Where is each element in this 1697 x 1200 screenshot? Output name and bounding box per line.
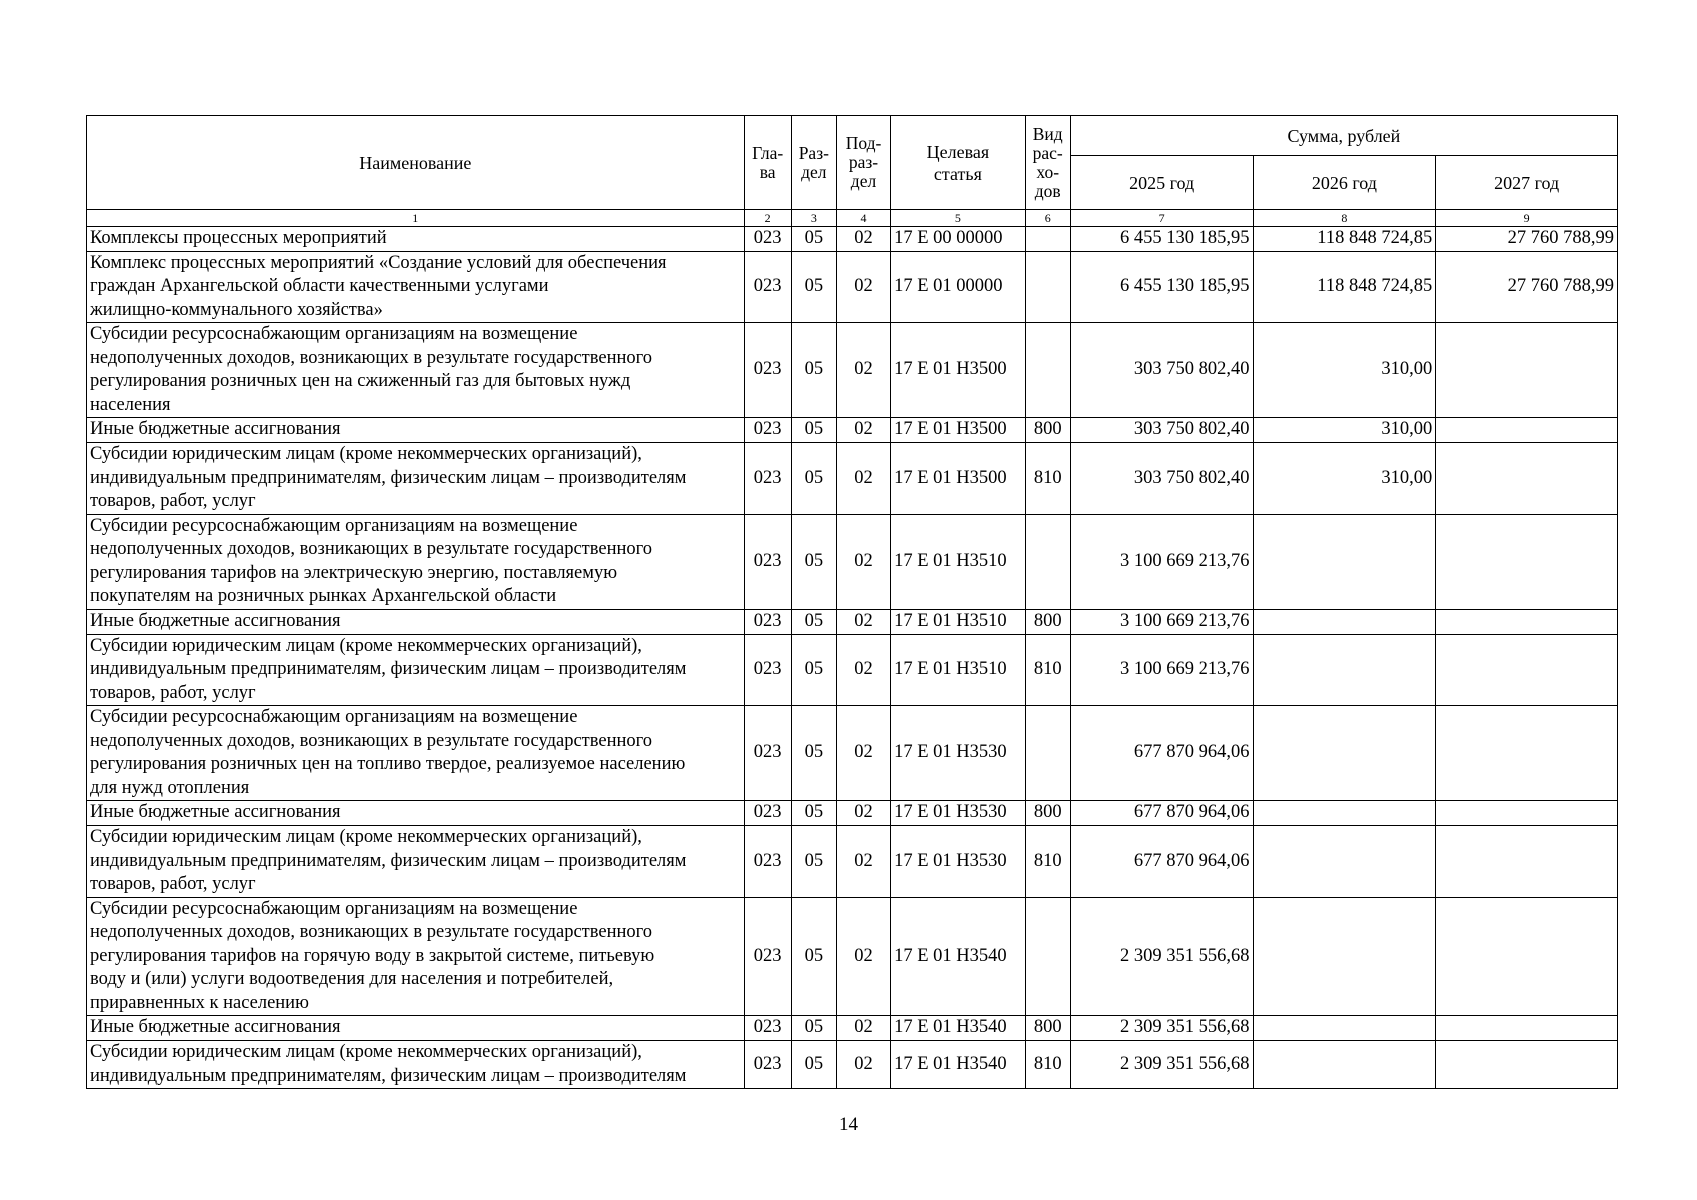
cell-glava: 023 xyxy=(744,634,791,706)
cell-podrazdel: 02 xyxy=(836,801,890,826)
cell-razdel: 05 xyxy=(791,514,836,609)
cell-name-line: Субсидии ресурсоснабжающим организациям на возмещение xyxy=(90,515,578,536)
cell-sum-2026 xyxy=(1253,514,1436,609)
header-vid-rashodov: Вид рас- хо- дов xyxy=(1025,116,1070,210)
header-podrazdel: Под- раз- дел xyxy=(836,116,890,210)
cell-glava: 023 xyxy=(744,826,791,898)
table-row xyxy=(87,443,1618,515)
cell-name xyxy=(87,1016,745,1041)
cell-sum-2027 xyxy=(1436,1041,1618,1089)
header-razdel: Раз- дел xyxy=(791,116,836,210)
cell-sum-2025: 3 100 669 213,76 xyxy=(1070,609,1253,634)
column-numbers-row xyxy=(87,210,1618,227)
cell-podrazdel: 02 xyxy=(836,1041,890,1089)
cell-glava: 023 xyxy=(744,801,791,826)
cell-name-line: регулирования розничных цен на сжиженный газ для бытовых нужд xyxy=(90,371,631,391)
cell-name-line: воду и (или) услуги водоотведения для населения и потребителей, xyxy=(90,969,614,989)
cell-vid-rashodov xyxy=(1025,897,1070,1016)
cell-vid-rashodov xyxy=(1025,706,1070,801)
cell-podrazdel: 02 xyxy=(836,897,890,1016)
cell-podrazdel: 02 xyxy=(836,706,890,801)
cell-podrazdel: 02 xyxy=(836,609,890,634)
cell-podrazdel: 02 xyxy=(836,1016,890,1041)
cell-glava: 023 xyxy=(744,609,791,634)
cell-name xyxy=(87,706,745,801)
header-name: Наименование xyxy=(87,116,745,210)
cell-name-line: индивидуальным предпринимателям, физическим лицам – производителям xyxy=(90,1065,687,1086)
cell-tselevaya-statya: 17 Е 01 Н3530 xyxy=(891,801,1026,826)
cell-name-line: Субсидии юридическим лицам (кроме некоммерческих организаций), xyxy=(90,827,642,847)
cell-sum-2025: 3 100 669 213,76 xyxy=(1070,514,1253,609)
cell-name xyxy=(87,227,745,252)
cell-sum-2026: 118 848 724,85 xyxy=(1253,251,1436,323)
cell-sum-2026 xyxy=(1253,826,1436,898)
column-number: 9 xyxy=(1436,210,1618,227)
cell-tselevaya-statya: 17 Е 01 Н3510 xyxy=(891,634,1026,706)
cell-sum-2026: 310,00 xyxy=(1253,418,1436,443)
table-row xyxy=(87,706,1618,801)
cell-glava: 023 xyxy=(744,418,791,443)
cell-sum-2027 xyxy=(1436,801,1618,826)
cell-name xyxy=(87,1041,745,1089)
cell-name-line: недополученных доходов, возникающих в результате государственного xyxy=(90,347,653,368)
column-number: 7 xyxy=(1070,210,1253,227)
table-row xyxy=(87,514,1618,609)
cell-sum-2025: 3 100 669 213,76 xyxy=(1070,634,1253,706)
cell-name-line: недополученных доходов, возникающих в результате государственного xyxy=(90,539,653,559)
cell-sum-2025: 677 870 964,06 xyxy=(1070,801,1253,826)
cell-tselevaya-statya: 17 Е 01 00000 xyxy=(891,251,1026,323)
cell-name xyxy=(87,514,745,609)
cell-podrazdel: 02 xyxy=(836,251,890,323)
cell-name-line: Субсидии юридическим лицам (кроме некоммерческих организаций), xyxy=(90,635,642,656)
table-row xyxy=(87,609,1618,634)
cell-sum-2026 xyxy=(1253,897,1436,1016)
cell-sum-2027 xyxy=(1436,1016,1618,1041)
cell-name-line: для нужд отопления xyxy=(90,777,250,798)
header-row-top xyxy=(87,116,1618,156)
cell-name xyxy=(87,801,745,826)
cell-razdel: 05 xyxy=(791,227,836,252)
table-row xyxy=(87,897,1618,1016)
cell-sum-2027 xyxy=(1436,706,1618,801)
cell-name xyxy=(87,897,745,1016)
cell-name xyxy=(87,418,745,443)
cell-vid-rashodov xyxy=(1025,227,1070,252)
cell-glava: 023 xyxy=(744,706,791,801)
cell-name-line: Субсидии ресурсоснабжающим организациям на возмещение xyxy=(90,898,578,919)
table-row xyxy=(87,634,1618,706)
cell-sum-2027 xyxy=(1436,826,1618,898)
cell-sum-2026: 310,00 xyxy=(1253,443,1436,515)
table-row xyxy=(87,251,1618,323)
cell-sum-2026 xyxy=(1253,609,1436,634)
header-tselevaya-statya: Целевая статья xyxy=(891,116,1026,210)
cell-name-line: приравненных к населению xyxy=(90,992,309,1013)
table-body xyxy=(87,227,1618,1089)
cell-razdel: 05 xyxy=(791,801,836,826)
cell-tselevaya-statya: 17 Е 01 Н3540 xyxy=(891,897,1026,1016)
cell-glava: 023 xyxy=(744,227,791,252)
cell-razdel: 05 xyxy=(791,634,836,706)
cell-name-line: недополученных доходов, возникающих в результате государственного xyxy=(90,922,653,942)
cell-name-line: Субсидии ресурсоснабжающим организациям на возмещение xyxy=(90,324,578,344)
cell-name-line: индивидуальным предпринимателям, физическим лицам – производителям xyxy=(90,850,687,871)
cell-name-line: населения xyxy=(90,394,171,415)
cell-vid-rashodov: 800 xyxy=(1025,1016,1070,1041)
cell-tselevaya-statya: 17 Е 00 00000 xyxy=(891,227,1026,252)
column-number: 4 xyxy=(836,210,890,227)
cell-name-line: недополученных доходов, возникающих в результате государственного xyxy=(90,730,653,751)
cell-sum-2026 xyxy=(1253,634,1436,706)
cell-razdel: 05 xyxy=(791,1016,836,1041)
cell-razdel: 05 xyxy=(791,323,836,418)
cell-tselevaya-statya: 17 Е 01 Н3540 xyxy=(891,1016,1026,1041)
cell-name xyxy=(87,443,745,515)
table-row xyxy=(87,227,1618,252)
header-year-2025: 2025 год xyxy=(1070,156,1253,210)
cell-glava: 023 xyxy=(744,1016,791,1041)
cell-tselevaya-statya: 17 Е 01 Н3500 xyxy=(891,443,1026,515)
cell-name-line: граждан Архангельской области качественными услугами xyxy=(90,276,549,296)
cell-sum-2026: 310,00 xyxy=(1253,323,1436,418)
cell-name-line: жилищно-коммунального хозяйства» xyxy=(90,299,383,320)
cell-sum-2027 xyxy=(1436,634,1618,706)
cell-sum-2025: 2 309 351 556,68 xyxy=(1070,1016,1253,1041)
cell-sum-2026 xyxy=(1253,706,1436,801)
cell-sum-2026 xyxy=(1253,801,1436,826)
cell-podrazdel: 02 xyxy=(836,227,890,252)
cell-vid-rashodov: 800 xyxy=(1025,418,1070,443)
cell-name-line: Иные бюджетные ассигнования xyxy=(90,419,341,440)
cell-vid-rashodov: 800 xyxy=(1025,801,1070,826)
cell-razdel: 05 xyxy=(791,418,836,443)
cell-name-line: Иные бюджетные ассигнования xyxy=(90,802,341,823)
cell-vid-rashodov xyxy=(1025,323,1070,418)
cell-name-line: товаров, работ, услуг xyxy=(90,874,256,894)
column-number: 5 xyxy=(891,210,1026,227)
column-number: 6 xyxy=(1025,210,1070,227)
cell-tselevaya-statya: 17 Е 01 Н3510 xyxy=(891,609,1026,634)
cell-sum-2025: 303 750 802,40 xyxy=(1070,443,1253,515)
cell-glava: 023 xyxy=(744,323,791,418)
header-glava: Гла- ва xyxy=(744,116,791,210)
cell-sum-2026: 118 848 724,85 xyxy=(1253,227,1436,252)
cell-name-line: Иные бюджетные ассигнования xyxy=(90,1017,341,1038)
table-row xyxy=(87,1016,1618,1041)
cell-sum-2025: 6 455 130 185,95 xyxy=(1070,251,1253,323)
cell-glava: 023 xyxy=(744,251,791,323)
cell-name-line: покупателям на розничных рынках Архангельской области xyxy=(90,586,557,606)
cell-podrazdel: 02 xyxy=(836,514,890,609)
cell-razdel: 05 xyxy=(791,826,836,898)
cell-name-line: Комплексы процессных мероприятий xyxy=(90,228,387,248)
cell-name-line: Иные бюджетные ассигнования xyxy=(90,610,341,631)
cell-glava: 023 xyxy=(744,443,791,515)
header-year-2026: 2026 год xyxy=(1253,156,1436,210)
cell-podrazdel: 02 xyxy=(836,826,890,898)
cell-sum-2027 xyxy=(1436,609,1618,634)
cell-name xyxy=(87,323,745,418)
cell-name xyxy=(87,251,745,323)
cell-sum-2025: 303 750 802,40 xyxy=(1070,418,1253,443)
cell-name-line: индивидуальным предпринимателям, физическим лицам – производителям xyxy=(90,467,687,488)
cell-name-line: Комплекс процессных мероприятий «Создание условий для обеспечения xyxy=(90,252,667,273)
cell-sum-2026 xyxy=(1253,1016,1436,1041)
cell-glava: 023 xyxy=(744,897,791,1016)
cell-vid-rashodov: 810 xyxy=(1025,443,1070,515)
cell-sum-2025: 677 870 964,06 xyxy=(1070,706,1253,801)
header-year-2027: 2027 год xyxy=(1436,156,1618,210)
cell-tselevaya-statya: 17 Е 01 Н3510 xyxy=(891,514,1026,609)
budget-table xyxy=(86,115,1618,1089)
cell-name xyxy=(87,826,745,898)
cell-name-line: товаров, работ, услуг xyxy=(90,491,256,511)
cell-razdel: 05 xyxy=(791,897,836,1016)
table-row xyxy=(87,323,1618,418)
table-row xyxy=(87,418,1618,443)
cell-sum-2027 xyxy=(1436,443,1618,515)
cell-name xyxy=(87,609,745,634)
cell-sum-2025: 303 750 802,40 xyxy=(1070,323,1253,418)
cell-glava: 023 xyxy=(744,1041,791,1089)
cell-sum-2027: 27 760 788,99 xyxy=(1436,251,1618,323)
cell-name xyxy=(87,634,745,706)
cell-sum-2025: 677 870 964,06 xyxy=(1070,826,1253,898)
cell-sum-2027 xyxy=(1436,514,1618,609)
cell-razdel: 05 xyxy=(791,443,836,515)
cell-vid-rashodov: 810 xyxy=(1025,826,1070,898)
cell-tselevaya-statya: 17 Е 01 Н3500 xyxy=(891,323,1026,418)
cell-name-line: Субсидии юридическим лицам (кроме некоммерческих организаций), xyxy=(90,444,642,464)
cell-razdel: 05 xyxy=(791,706,836,801)
cell-sum-2027 xyxy=(1436,323,1618,418)
cell-glava: 023 xyxy=(744,514,791,609)
cell-podrazdel: 02 xyxy=(836,443,890,515)
column-number: 3 xyxy=(791,210,836,227)
cell-name-line: индивидуальным предпринимателям, физическим лицам – производителям xyxy=(90,659,687,679)
cell-name-line: регулирования тарифов на электрическую энергию, поставляемую xyxy=(90,562,618,583)
cell-razdel: 05 xyxy=(791,1041,836,1089)
cell-podrazdel: 02 xyxy=(836,634,890,706)
cell-name-line: товаров, работ, услуг xyxy=(90,682,256,703)
page-number: 14 xyxy=(839,1114,858,1135)
column-number: 2 xyxy=(744,210,791,227)
cell-sum-2025: 6 455 130 185,95 xyxy=(1070,227,1253,252)
cell-tselevaya-statya: 17 Е 01 Н3530 xyxy=(891,826,1026,898)
column-number: 1 xyxy=(87,210,745,227)
cell-name-line: регулирования тарифов на горячую воду в закрытой системе, питьевую xyxy=(90,945,655,966)
column-number: 8 xyxy=(1253,210,1436,227)
cell-podrazdel: 02 xyxy=(836,418,890,443)
cell-vid-rashodov: 810 xyxy=(1025,634,1070,706)
cell-name-line: регулирования розничных цен на топливо твердое, реализуемое населению xyxy=(90,754,686,774)
table-row xyxy=(87,801,1618,826)
cell-razdel: 05 xyxy=(791,251,836,323)
cell-vid-rashodov: 800 xyxy=(1025,609,1070,634)
cell-vid-rashodov xyxy=(1025,514,1070,609)
cell-vid-rashodov xyxy=(1025,251,1070,323)
cell-sum-2026 xyxy=(1253,1041,1436,1089)
header-summa: Сумма, рублей xyxy=(1070,116,1617,156)
cell-tselevaya-statya: 17 Е 01 Н3500 xyxy=(891,418,1026,443)
cell-sum-2025: 2 309 351 556,68 xyxy=(1070,1041,1253,1089)
cell-podrazdel: 02 xyxy=(836,323,890,418)
cell-tselevaya-statya: 17 Е 01 Н3530 xyxy=(891,706,1026,801)
cell-razdel: 05 xyxy=(791,609,836,634)
cell-tselevaya-statya: 17 Е 01 Н3540 xyxy=(891,1041,1026,1089)
cell-vid-rashodov: 810 xyxy=(1025,1041,1070,1089)
cell-sum-2025: 2 309 351 556,68 xyxy=(1070,897,1253,1016)
table-row xyxy=(87,1041,1618,1089)
cell-sum-2027 xyxy=(1436,897,1618,1016)
table-row xyxy=(87,826,1618,898)
cell-sum-2027 xyxy=(1436,418,1618,443)
cell-name-line: Субсидии ресурсоснабжающим организациям на возмещение xyxy=(90,707,578,727)
cell-sum-2027: 27 760 788,99 xyxy=(1436,227,1618,252)
cell-name-line: Субсидии юридическим лицам (кроме некоммерческих организаций), xyxy=(90,1042,642,1062)
